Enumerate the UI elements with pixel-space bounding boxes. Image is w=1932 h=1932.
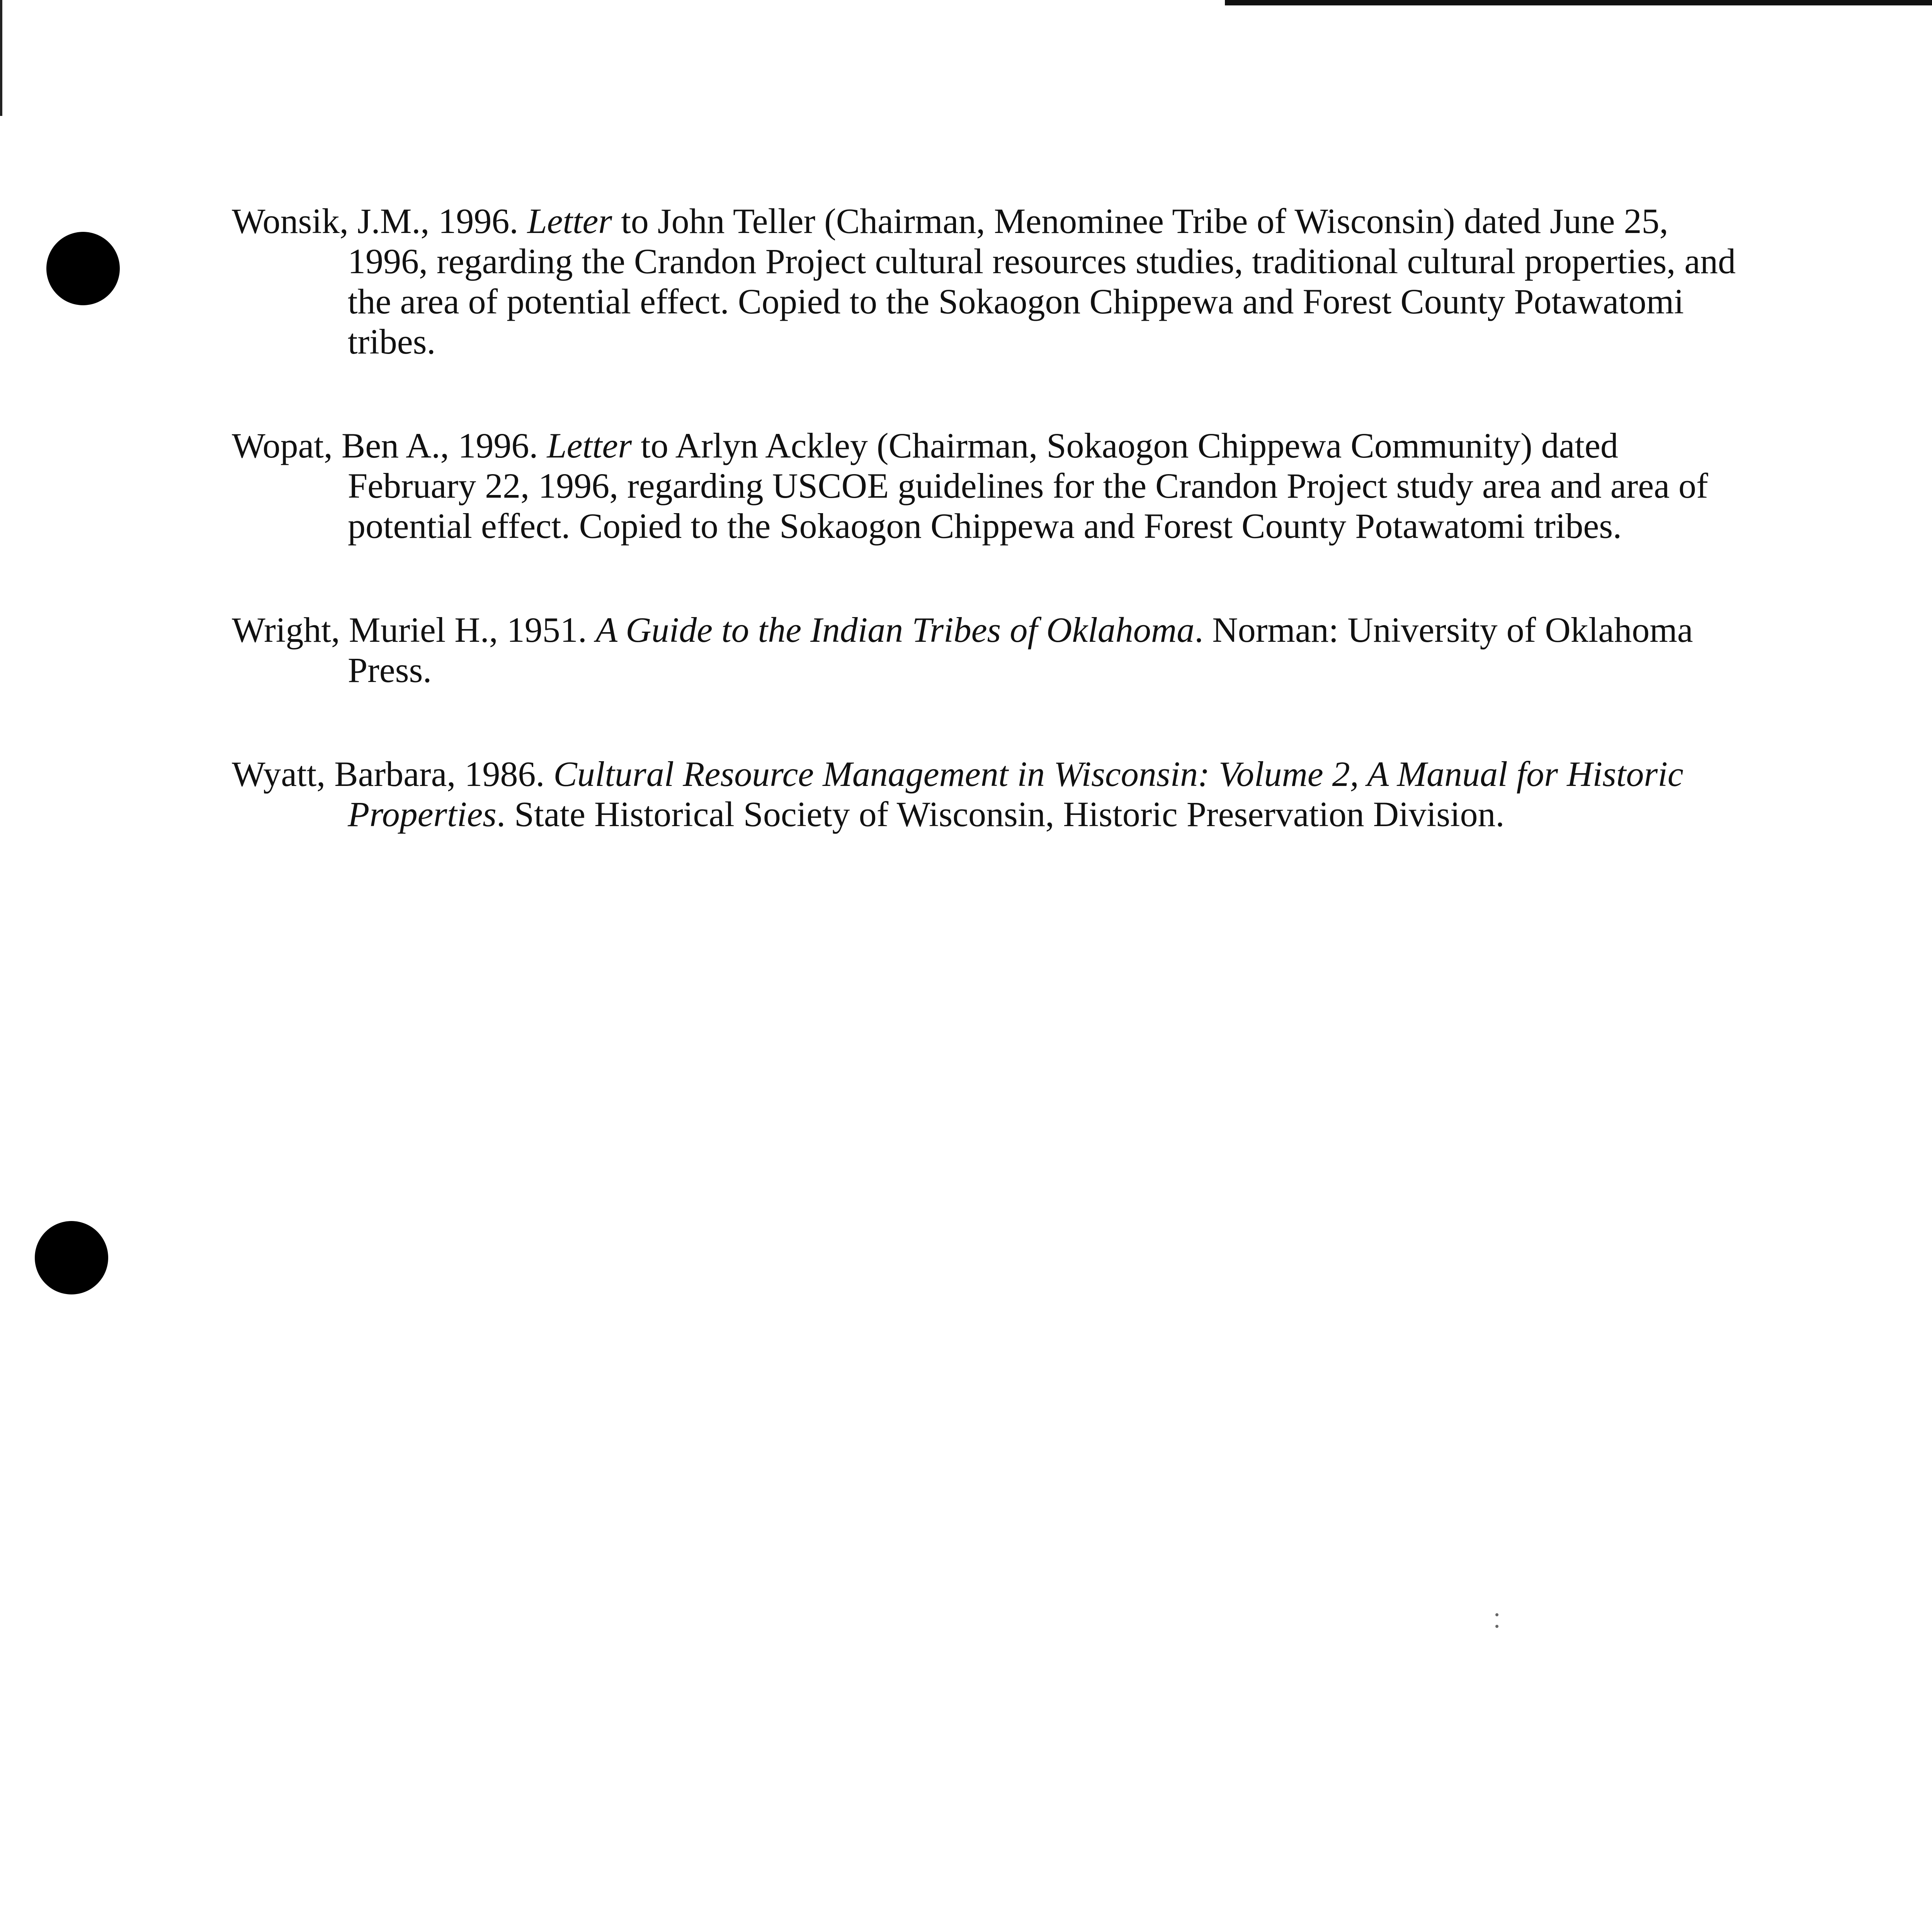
reference-entry	[232, 610, 1739, 690]
reference-lead: Wright, Muriel H., 1951.	[232, 610, 587, 650]
reference-entry	[232, 201, 1739, 362]
left-edge-mark	[0, 0, 2, 116]
top-edge-rule	[1225, 0, 1932, 5]
reference-lead: Wyatt, Barbara, 1986.	[232, 754, 545, 794]
reference-rest: to Arlyn Ackley (Chairman, Sokaogon Chippewa Community) dated February 22, 1996, regarding USCOE guidelines for the Crandon Project study area and area of potential effect. Copied to the Sokaogon Chippewa and Forest County Potawatomi tribes.	[348, 426, 1708, 546]
punch-hole-middle	[35, 1221, 108, 1294]
reference-title: A Guide to the Indian Tribes of Oklahoma	[595, 610, 1195, 650]
reference-list	[232, 201, 1739, 898]
reference-title: Letter	[547, 426, 632, 465]
reference-rest: to John Teller (Chairman, Menominee Tribe of Wisconsin) dated June 25, 1996, regarding the Crandon Project cultural resources studies, traditional cultural properties, and the area of potential effect. Copied to the Sokaogon Chippewa and Forest County Potawatomi tribes.	[348, 201, 1736, 361]
reference-title: Cultural Resource Management in Wisconsin: Volume 2, A Manual for Historic Properties	[348, 754, 1684, 834]
scan-speck	[1495, 1625, 1498, 1628]
scan-speck	[1495, 1613, 1498, 1616]
punch-hole-top	[46, 232, 120, 305]
reference-entry	[232, 425, 1739, 546]
reference-rest: . State Historical Society of Wisconsin, Historic Preservation Division.	[496, 794, 1505, 834]
reference-entry	[232, 754, 1739, 834]
reference-lead: Wonsik, J.M., 1996.	[232, 201, 519, 241]
reference-title: Letter	[527, 201, 612, 241]
reference-rest: . Norman: University of Oklahoma Press.	[348, 610, 1693, 690]
reference-lead: Wopat, Ben A., 1996.	[232, 426, 538, 465]
